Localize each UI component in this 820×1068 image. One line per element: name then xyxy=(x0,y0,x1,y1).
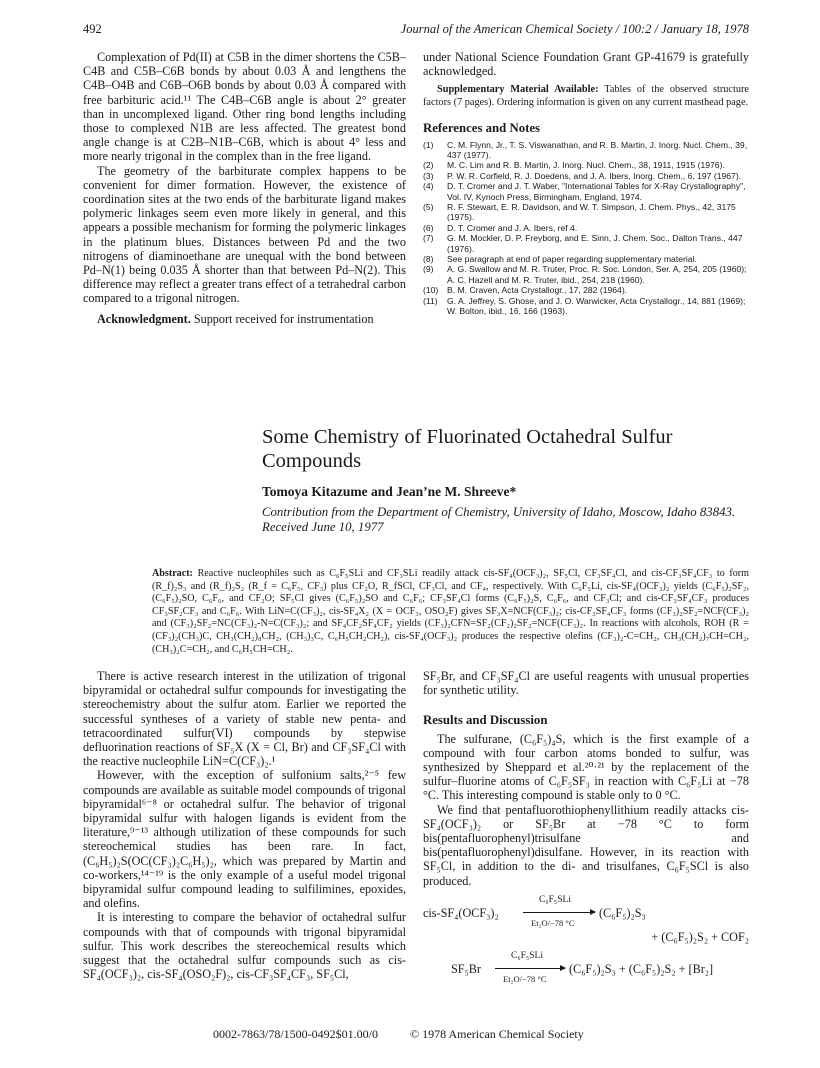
reference-text: M. C. Lim and R. B. Martin, J. Inorg. Nucl. Chem., 38, 1911, 1915 (1976). xyxy=(447,160,725,171)
reference-item xyxy=(423,140,749,161)
reference-number: (4) xyxy=(423,181,434,192)
reference-item xyxy=(423,181,749,202)
eq2-reagent: C₆F₅SLi xyxy=(511,950,543,961)
intro-paragraph: However, with the exception of sulfonium salts,²⁻⁵ few compounds are available as suitable model compounds of trigonal bipyramidal⁶⁻⁸ or octahedral sulfur. The behavior of trigonal bipyramidal sulfur with halogen ligands is evident from the literature,⁹⁻¹³ although utilization of these compounds for such stereochemical studies has been rare. In fact, (C₆H₅)₂S(OC(CF₃)₂C₆H₅)₂, which was prepared by Martin and co-workers,¹⁴⁻¹⁹ is the only example of a useful model trigonal bipyramidal sulfur compound leading to sulfilimines, epoxides, and olefins. xyxy=(83,768,406,911)
received-date: Received June 10, 1977 xyxy=(262,520,384,534)
reference-number: (2) xyxy=(423,160,434,171)
results-paragraph: The sulfurane, (C₆F₅)₄S, which is the first example of a compound with four carbon atoms bonded to sulfur, was synthesized by Sheppard et al.²⁰·²¹ by the replacement of the sulfur–fluorine atoms of C₆F₅SF₃ in reaction with C₆F₅Li at −78 °C. This interesting compound is stable only to 0 °C. xyxy=(423,731,749,803)
reference-number: (3) xyxy=(423,170,434,181)
reference-number: (1) xyxy=(423,139,434,150)
abstract-label: Abstract: xyxy=(152,568,193,579)
acknowledgment xyxy=(83,312,406,326)
equation-1 xyxy=(423,892,749,926)
reference-item xyxy=(423,202,749,223)
eq1-rhs: (C₆F₅)₂S₃ xyxy=(599,905,646,920)
reference-text: A. G. Swallow and M. R. Truter, Proc. R. Soc. London, Ser. A, 254, 205 (1960); A. C. Hazell and M. R. Truter, ibid., 254, 218 (1960). xyxy=(447,264,747,285)
intro-continuation: SF₅Br, and CF₃SF₄Cl are useful reagents with unusual properties for synthetic utility. xyxy=(423,669,749,698)
prev-paragraph: The geometry of the barbiturate complex happens to be convenient for dimer formation. However, the existence of coordination sites at the two ends of the barbiturate ligand makes polymeric linkages seem even more likely in general, and this appears a possible mechanism for forming the polymeric linkages in the platinum blues. Distances between Pd and the two nitrogens of diaminoethane are unequal with the bond between Pd–N(1) being 0.035 Å shorter than that between Pd–N(2). This difference may reflect a greater trans effect of a tetrahedral carbon compared to a trigonal nitrogen. xyxy=(83,163,406,306)
page-number: 492 xyxy=(83,22,102,36)
reference-number: (11) xyxy=(423,295,438,306)
reference-item xyxy=(423,171,749,181)
eq2-lhs: SF₅Br xyxy=(451,961,481,976)
eq2-rhs: (C₆F₅)₂S₃ + (C₆F₅)₂S₂ + [Br₂] xyxy=(569,961,714,976)
reference-item xyxy=(423,296,749,317)
running-header xyxy=(83,22,749,42)
reaction-arrow-icon xyxy=(523,912,595,913)
references-heading: References and Notes xyxy=(423,121,541,136)
reaction-arrow-icon xyxy=(495,968,565,969)
reference-number: (9) xyxy=(423,264,434,275)
eq2-conditions: Et₂O/−78 °C xyxy=(503,973,547,984)
reference-item xyxy=(423,223,749,233)
reference-text: D. T. Cromer and J. T. Waber, "International Tables for X-Ray Crystallography", Vol. IV, Kynoch Press, Birmingham, England, 1974. xyxy=(447,181,746,202)
supp-label: Supplementary Material Available: xyxy=(437,84,599,96)
article-authors: Tomoya Kitazume and Jean’ne M. Shreeve* xyxy=(262,484,517,499)
reference-item xyxy=(423,264,749,285)
body-left-column xyxy=(83,669,406,981)
reference-number: (6) xyxy=(423,222,434,233)
footer-code: 0002-7863/78/1500-0492$01.00/0 xyxy=(213,1027,378,1041)
reference-text: B. M. Craven, Acta Crystallogr., 17, 282 (1964). xyxy=(447,285,628,296)
supp-text: Tables of the observed structure factors (7 pages). Ordering information is given on any current masthead page. xyxy=(423,84,749,108)
reference-text: See paragraph at end of paper regarding supplementary material. xyxy=(447,254,697,265)
ack-continuation: under National Science Foundation Grant GP-41679 is gratefully acknowledged. xyxy=(423,50,749,79)
results-heading: Results and Discussion xyxy=(423,713,548,728)
article-title: Some Chemistry of Fluorinated Octahedral Sulfur Compounds xyxy=(262,426,673,472)
ack-text-start: Support received for instrumentation xyxy=(193,311,374,326)
abstract xyxy=(152,568,749,656)
equation-2 xyxy=(423,948,749,982)
reference-item xyxy=(423,254,749,264)
reference-number: (10) xyxy=(423,285,439,296)
eq1-conditions: Et₂O/−78 °C xyxy=(531,917,575,928)
reference-number: (8) xyxy=(423,254,434,265)
article-affiliation xyxy=(262,505,742,535)
journal-citation: Journal of the American Chemical Society / 100:2 / January 18, 1978 xyxy=(400,22,749,36)
results-paragraph: We find that pentafluorothiophenyllithium readily attacks cis-SF₄(OCF₃)₂ or SF₅Br at −78 °C to form bis(pentafluorophenyl)trisulfane and bis(pentafluorophenyl)disulfane. However, in its reaction with SF₅Cl, in addition to the di- and trisulfanes, C₆F₅SCl is also produced. xyxy=(423,802,749,888)
supplementary-material xyxy=(423,84,749,109)
reference-number: (7) xyxy=(423,233,434,244)
reference-text: P. W. R. Corfield, R. J. Doedens, and J. A. Ibers, Inorg. Chem., 6, 197 (1967). xyxy=(447,170,742,181)
prev-article-right-column xyxy=(423,50,749,317)
ack-label: Acknowledgment. xyxy=(97,311,191,326)
references-list xyxy=(423,140,749,317)
intro-paragraph: It is interesting to compare the behavior of octahedral sulfur compounds with that of compounds with trigonal bipyramidal sulfur. This work describes the stereochemical results which suggest that the octahedral sulfur compounds such as cis-SF₄(OCF₃)₂, cis-SF₄(OSO₂F)₂, cis-CF₃SF₄CF₃, SF₅Cl, xyxy=(83,910,406,982)
intro-paragraph: There is active research interest in the utilization of trigonal bipyramidal or octahedral sulfur compounds for investigating the stereochemistry about the sulfur atom. Earlier we reported the successful syntheses of a variety of stable new penta- and tetracoordinated sulfur(VI) compounds by stepwise defluorination reactions of SF₅X (X = Cl, Br) and CF₃SF₄Cl with the reactive nucleophile LiN=C(CF₃)₂.¹ xyxy=(83,669,406,769)
abstract-text: Reactive nucleophiles such as C₆F₅SLi and CF₃SLi readily attack cis-SF₄(OCF₃)₂, SF₅Cl, CF₃SF₄Cl, and cis-CF₃SF₄CF₃ to form (R_f)₂S₃ and (R_f)₂S₂ (R_f = C₆F₅, CF₃) plus CF₂O, R_fSCl, CF₃Cl, and CF₄, respectively. With C₆F₅Li, cis-SF₄(OCF₃)₂ yields (C₆F₅)₂SF₂, (C₆F₅)₂SO, C₆F₆, and CF₂O; SF₅Cl gives (C₆F₅)₂SO and C₆F₆; CF₃SF₄Cl forms (C₆F₅)₂S, C₆F₆, and CF₃Cl; and cis-CF₃SF₄CF₃ produces CF₃SF₂CF₃ and C₆F₆. With LiN=C(CF₃)₂, cis-SF₄X₂ (X = OCF₃, OSO₂F) gives SF₃X=NCF(CF₃)₂; cis-CF₃SF₄CF₃ forms (CF₃)₂SF₂=NCF(CF₃)₂ and (CF₃)₂SF₂=NC(CF₃)₂-N=C(CF₃)₂; and SF₄CF₂SF₄CF₂ yields (CF₃)₂CFN=SF₂(CF₂)₂SF₂=NCF(CF₃)₂. In reactions with alcohols, ROH (R = (CF₃)₂(CH₃)C, CH₃(CH₂)₈CH₂, (CH₃)₃C, C₆H₅CH₂CH₂), cis-SF₄(OCF₃)₂ produces the respective olefins (CF₃)₂-C=CH₂, CH₃(CH₂)₇CH=CH₂, (CH₃)₂C=CH₂, and C₆H₅CH=CH₂. xyxy=(152,568,749,655)
eq1-lhs: cis-SF₄(OCF₃)₂ xyxy=(423,905,499,920)
prev-article-left-column xyxy=(83,50,406,326)
reference-text: D. T. Cromer and J. A. Ibers, ref 4. xyxy=(447,222,578,233)
eq1-continuation: + (C₆F₅)₂S₂ + COF₂ xyxy=(651,929,749,944)
reference-item xyxy=(423,285,749,295)
prev-paragraph: Complexation of Pd(II) at C5B in the dimer shortens the C5B–C4B and C5B–C6B bonds by about 0.03 Å and lengthens the C4B–O4B and C6B–O6B bonds by about 0.03 Å compared with free barbituric acid.¹¹ The C4B–C6B angle is about 2° greater than in uncomplexed ligand. Other ring bond lengths including those to complexed N1B are less affected. The greatest bond angle change is at C2B–N1B–C6B, which is about 4° less and more nearly trigonal in the complex than in the free ligand. xyxy=(83,50,406,164)
reference-text: G. A. Jeffrey, S. Ghose, and J. O. Warwicker, Acta Crystallogr., 14, 881 (1969); W. Bolton, ibid., 16, 166 (1963). xyxy=(447,295,746,317)
affiliation-text: Contribution from the Department of Chemistry, University of Idaho, Moscow, Idaho 83843. xyxy=(262,505,736,519)
body-right-column xyxy=(423,669,749,982)
footer-copyright: © 1978 American Chemical Society xyxy=(410,1027,584,1041)
reference-text: C. M. Flynn, Jr., T. S. Viswanathan, and R. B. Martin, J. Inorg. Nucl. Chem., 39, 437 (1977). xyxy=(447,139,748,161)
reference-item xyxy=(423,160,749,170)
reference-number: (5) xyxy=(423,202,434,213)
reference-text: G. M. Mockler, D. P. Freyborg, and E. Sinn, J. Chem. Soc., Dalton Trans., 447 (1976). xyxy=(447,233,743,254)
reference-text: R. F. Stewart, E. R. Davidson, and W. T. Simpson, J. Chem. Phys., 42, 3175 (1975). xyxy=(447,202,736,223)
eq1-reagent: C₆F₅SLi xyxy=(539,894,571,905)
reference-item xyxy=(423,233,749,254)
